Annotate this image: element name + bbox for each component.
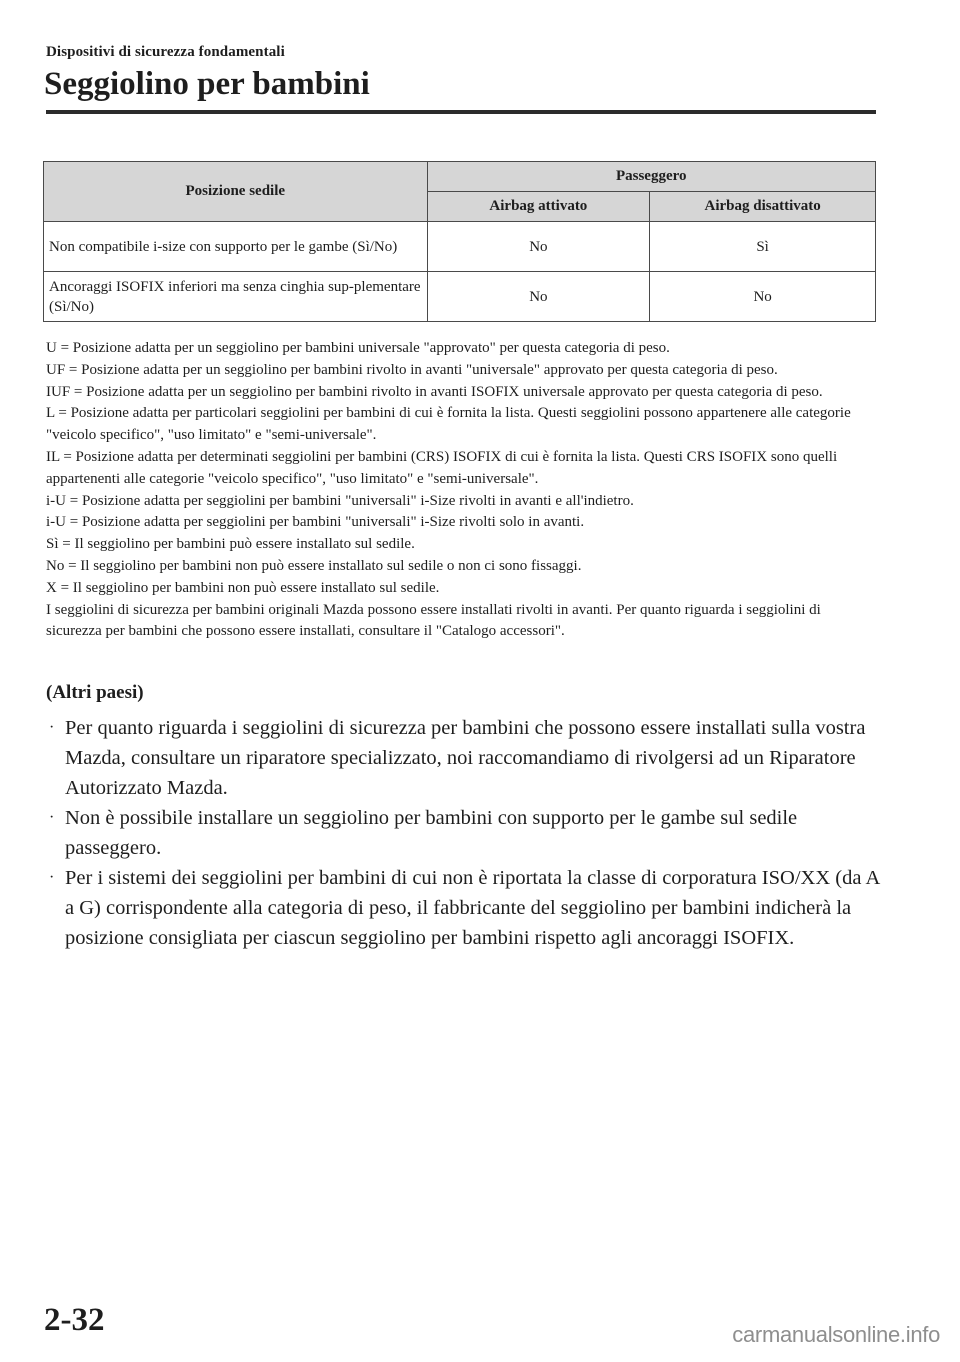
- row-label: Ancoraggi ISOFIX inferiori ma senza cinghia sup-plementare (Sì/No): [44, 272, 428, 322]
- list-item-text: Per i sistemi dei seggiolini per bambini di cui non è riportata la classe di corporatura ISO/XX (da A a G) corrispondente alla categoria di peso, il fabbricante del seggiolino per bambini indicherà la posizione consigliata per ciascun seggiolino per bambini rispetto agli ancoraggi ISOFIX.: [65, 867, 880, 949]
- cell-airbag-on: No: [427, 222, 650, 272]
- page-title: Seggiolino per bambini: [44, 66, 370, 102]
- legend-item: U = Posizione adatta per un seggiolino per bambini universale "approvato" per questa categoria di peso.: [46, 340, 670, 356]
- legend-item: i-U = Posizione adatta per seggiolini per bambini "universali" i-Size rivolti solo in avanti.: [46, 514, 585, 531]
- seat-compatibility-table: [43, 161, 876, 322]
- table-row: [44, 222, 876, 272]
- list-item-text: Per quanto riguarda i seggiolini di sicurezza per bambini che possono essere installati sulla vostra Mazda, consultare un riparatore specializzato, noi raccomandiamo di rivolgersi ad un Riparatore Autorizzato Mazda.: [65, 717, 866, 799]
- bullet-dot-icon: ·: [49, 869, 55, 886]
- legend-item: IUF = Posizione adatta per un seggiolino per bambini rivolto in avanti ISOFIX universale approvato per questa categoria di peso.: [46, 383, 823, 400]
- legend-item: IL = Posizione adatta per determinati seggiolini per bambini (CRS) ISOFIX di cui è fornita la lista. Questi CRS ISOFIX sono quelli appartenenti alle categorie "veicolo specifico", "uso limitato" e "semi-universale".: [46, 448, 838, 487]
- other-countries-heading: (Altri paesi): [46, 682, 144, 703]
- cell-airbag-off: Sì: [650, 222, 876, 272]
- bullet-dot-icon: ·: [49, 719, 55, 736]
- cell-airbag-off: No: [650, 272, 876, 322]
- row-label: Non compatibile i-size con supporto per le gambe (Sì/No): [44, 222, 428, 272]
- table-header-row: [44, 162, 876, 192]
- legend-item: UF = Posizione adatta per un seggiolino per bambini rivolto in avanti "universale" approvato per questa categoria di peso.: [46, 361, 778, 378]
- legend: [46, 338, 880, 643]
- table-row: [44, 272, 876, 322]
- header-passenger: Passeggero: [427, 162, 876, 192]
- legend-item: Sì = Il seggiolino per bambini può essere installato sul sedile.: [46, 536, 415, 553]
- legend-item: No = Il seggiolino per bambini non può essere installato sul sedile o non ci sono fissaggi.: [46, 557, 582, 574]
- list-item-text: Non è possibile installare un seggiolino per bambini con supporto per le gambe sul sedile passeggero.: [65, 807, 798, 859]
- legend-item: L = Posizione adatta per particolari seggiolini per bambini di cui è fornita la lista. Questi seggiolini possono appartenere alle categorie "veicolo specifico", "uso limitato" e "semi-universale".: [46, 405, 851, 444]
- legend-item: X = Il seggiolino per bambini non può essere installato sul sedile.: [46, 579, 440, 596]
- list-item: [46, 863, 880, 953]
- page-number: 2-32: [44, 1302, 105, 1338]
- section-label: Dispositivi di sicurezza fondamentali: [46, 44, 285, 60]
- header-airbag-on: Airbag attivato: [427, 192, 650, 222]
- list-item: [46, 803, 880, 863]
- legend-item: i-U = Posizione adatta per seggiolini per bambini "universali" i-Size rivolti in avanti e all'indietro.: [46, 492, 634, 509]
- list-item: [46, 713, 880, 803]
- bullet-dot-icon: ·: [49, 809, 55, 826]
- header-seat-position: Posizione sedile: [44, 162, 428, 222]
- cell-airbag-on: No: [427, 272, 650, 322]
- title-rule: [46, 110, 876, 114]
- other-countries-list: [46, 713, 880, 953]
- site-watermark: carmanualsonline.info: [732, 1322, 940, 1347]
- header-airbag-off: Airbag disattivato: [650, 192, 876, 222]
- legend-item: I seggiolini di sicurezza per bambini originali Mazda possono essere installati rivolti in avanti. Per quanto riguarda i seggiolini di sicurezza per bambini che possono essere installati, consultare il "Catalogo accessori".: [46, 601, 821, 640]
